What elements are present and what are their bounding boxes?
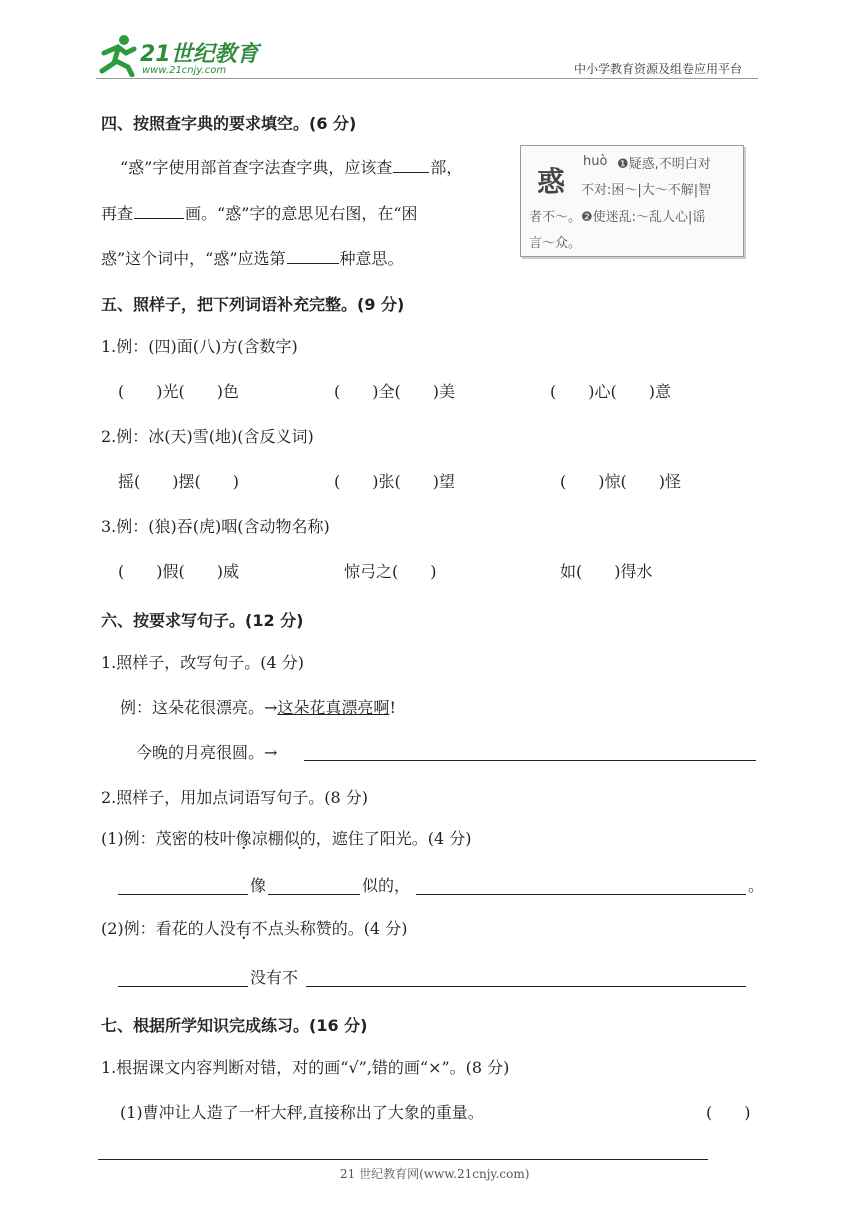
s7-q1a-answer[interactable]: ( ) — [706, 1103, 751, 1122]
s5-r3-b[interactable]: 惊弓之( ) — [344, 562, 437, 581]
blank-radical[interactable] — [393, 156, 429, 173]
s7-q1: 1.根据课文内容判断对错，对的画“√”,错的画“×”。(8 分) — [101, 1058, 510, 1077]
s6-q1-task: 今晚的月亮很圆。→ — [136, 743, 278, 762]
blank-strokes[interactable] — [134, 202, 184, 219]
s5-example-1: 1.例：(四)面(八)方(含数字) — [101, 337, 298, 356]
q2a-end: 。 — [748, 876, 765, 895]
s5-example-3: 3.例：(狼)吞(虎)咽(含动物名称) — [101, 517, 330, 536]
dotted-word: 像 — [235, 829, 252, 848]
runner-logo-icon — [94, 33, 140, 77]
dotted-word: 没有不 — [219, 919, 268, 938]
dict-line-4: 言～众。 — [529, 236, 582, 251]
header-logo — [94, 33, 264, 79]
q2b-word: 没有不 — [250, 968, 299, 987]
header-rule — [96, 78, 758, 79]
logo-text: 21世纪教育 — [140, 42, 259, 67]
q2a-word-1: 像 — [250, 876, 267, 895]
s5-r3-a[interactable]: ( )假( )威 — [118, 562, 239, 581]
platform-name: 中小学教育资源及组卷应用平台 — [574, 62, 743, 76]
answer-line-q2b-2[interactable] — [306, 986, 746, 987]
s5-example-2: 2.例：冰(天)雪(地)(含反义词) — [101, 427, 314, 446]
logo-url: www.21cnjy.com — [142, 65, 227, 76]
footer-text: 21 世纪教育网(www.21cnjy.com) — [340, 1167, 530, 1181]
answer-line-q2b-1[interactable] — [118, 986, 248, 987]
s4-line-2: 再查 画。“惑”字的意思见右图，在“困 — [101, 204, 418, 223]
answer-line-q2a-3[interactable] — [416, 894, 746, 895]
section-7-heading: 七、根据所学知识完成练习。(16 分) — [101, 1016, 368, 1035]
section-4-heading: 四、按照查字典的要求填空。(6 分) — [101, 114, 357, 133]
s4-line-1: “惑”字使用部首查字法查字典，应该查 部， — [120, 158, 463, 177]
dict-char: 惑 — [537, 165, 566, 198]
s5-r2-c[interactable]: ( )惊( )怪 — [560, 472, 681, 491]
s6-q1-example: 例：这朵花很漂亮。→这朵花真漂亮啊! — [120, 698, 396, 717]
s6-q1: 1.照样子，改写句子。(4 分) — [101, 653, 305, 672]
dictionary-box — [520, 145, 744, 257]
section-5-heading: 五、照样子，把下列词语补充完整。(9 分) — [101, 295, 405, 314]
blank-meaning[interactable] — [287, 247, 339, 264]
s5-r1-b[interactable]: ( )全( )美 — [334, 382, 455, 401]
s5-r1-c[interactable]: ( )心( )意 — [550, 382, 671, 401]
dotted-word: 似的 — [283, 829, 316, 848]
footer-rule — [98, 1159, 708, 1160]
s4-line-3: 惑”这个词中，“惑”应选第 种意思。 — [101, 249, 404, 268]
answer-line-q2a-2[interactable] — [268, 894, 360, 895]
s5-r1-a[interactable]: ( )光( )色 — [118, 382, 239, 401]
dict-line-2: 不对:困～|大～不解|智 — [581, 183, 712, 198]
answer-line-q1[interactable] — [304, 760, 756, 761]
dict-line-3: 者不～。❷使迷乱:～乱人心|谣 — [529, 210, 706, 225]
answer-line-q2a-1[interactable] — [118, 894, 248, 895]
dict-pinyin: huò — [583, 154, 608, 169]
dict-line-1: ❶疑惑,不明白对 — [617, 157, 711, 172]
s5-r3-c[interactable]: 如( )得水 — [560, 562, 653, 581]
s6-q2b-example: (2)例：看花的人没有不点头称赞的。(4 分) — [101, 919, 408, 938]
q2a-word-2: 似的， — [362, 876, 411, 895]
s7-q1a: (1)曹冲让人造了一杆大秤,直接称出了大象的重量。 — [120, 1103, 484, 1122]
s6-q2: 2.照样子，用加点词语写句子。(8 分) — [101, 788, 369, 807]
section-6-heading: 六、按要求写句子。(12 分) — [101, 611, 304, 630]
s5-r2-b[interactable]: ( )张( )望 — [334, 472, 455, 491]
s6-q2a-example: (1)例：茂密的枝叶像凉棚似的，遮住了阳光。(4 分) — [101, 829, 472, 848]
s5-r2-a[interactable]: 摇( )摆( ) — [118, 472, 239, 491]
